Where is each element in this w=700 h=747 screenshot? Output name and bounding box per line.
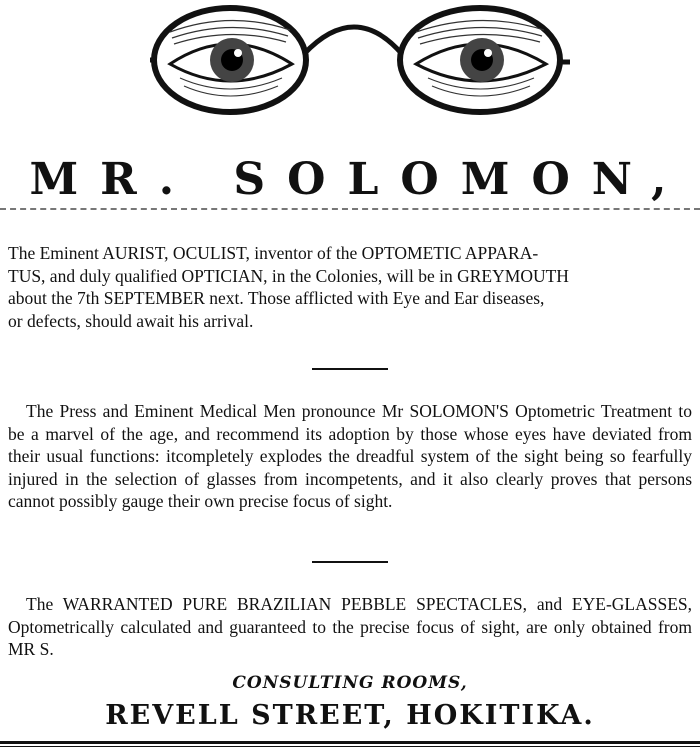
- announcement-line: about the 7th SEPTEMBER next. Those afflicted with Eye and Ear diseases,: [8, 288, 545, 308]
- announcement-line: The Eminent AURIST, OCULIST, inventor of the OPTOMETIC APPARA-: [8, 243, 539, 263]
- section-divider: [312, 368, 388, 370]
- announcement-line: or defects, should await his arrival.: [8, 310, 254, 331]
- spectacles-paragraph: The WARRANTED PURE BRAZILIAN PEBBLE SPECTACLES, and EYE-GLASSES, Optometrically calculated and guaranteed to the precise focus of sight, are only obtained from MR S.: [8, 594, 692, 659]
- address-line: REVELL STREET, HOKITIKA.: [105, 700, 595, 731]
- bottom-border: [0, 741, 700, 744]
- section-divider: [312, 561, 388, 563]
- spectacles-eyes-illustration: [150, 2, 570, 120]
- announcement-line: TUS, and duly qualified OPTICIAN, in the Colonies, will be in GREYMOUTH: [8, 265, 569, 286]
- treatment-paragraph: The Press and Eminent Medical Men pronounce Mr SOLOMON'S Optometric Treatment to be a marvel of the age, and recommend its adoption by those whose eyes have deviated from their usual functions: itcompletely explodes the dreadful system of the sight being so fearfully injured in the selection of glasses from incompetents, and it also clearly proves that persons cannot possibly gauge their own precise focus of sight.: [8, 401, 692, 511]
- announcement-paragraph: [8, 242, 692, 332]
- consulting-rooms-heading: CONSULTING ROOMS,: [232, 673, 468, 693]
- dotted-divider: [0, 208, 700, 212]
- advertiser-name-title: MR. SOLOMON,: [29, 154, 689, 205]
